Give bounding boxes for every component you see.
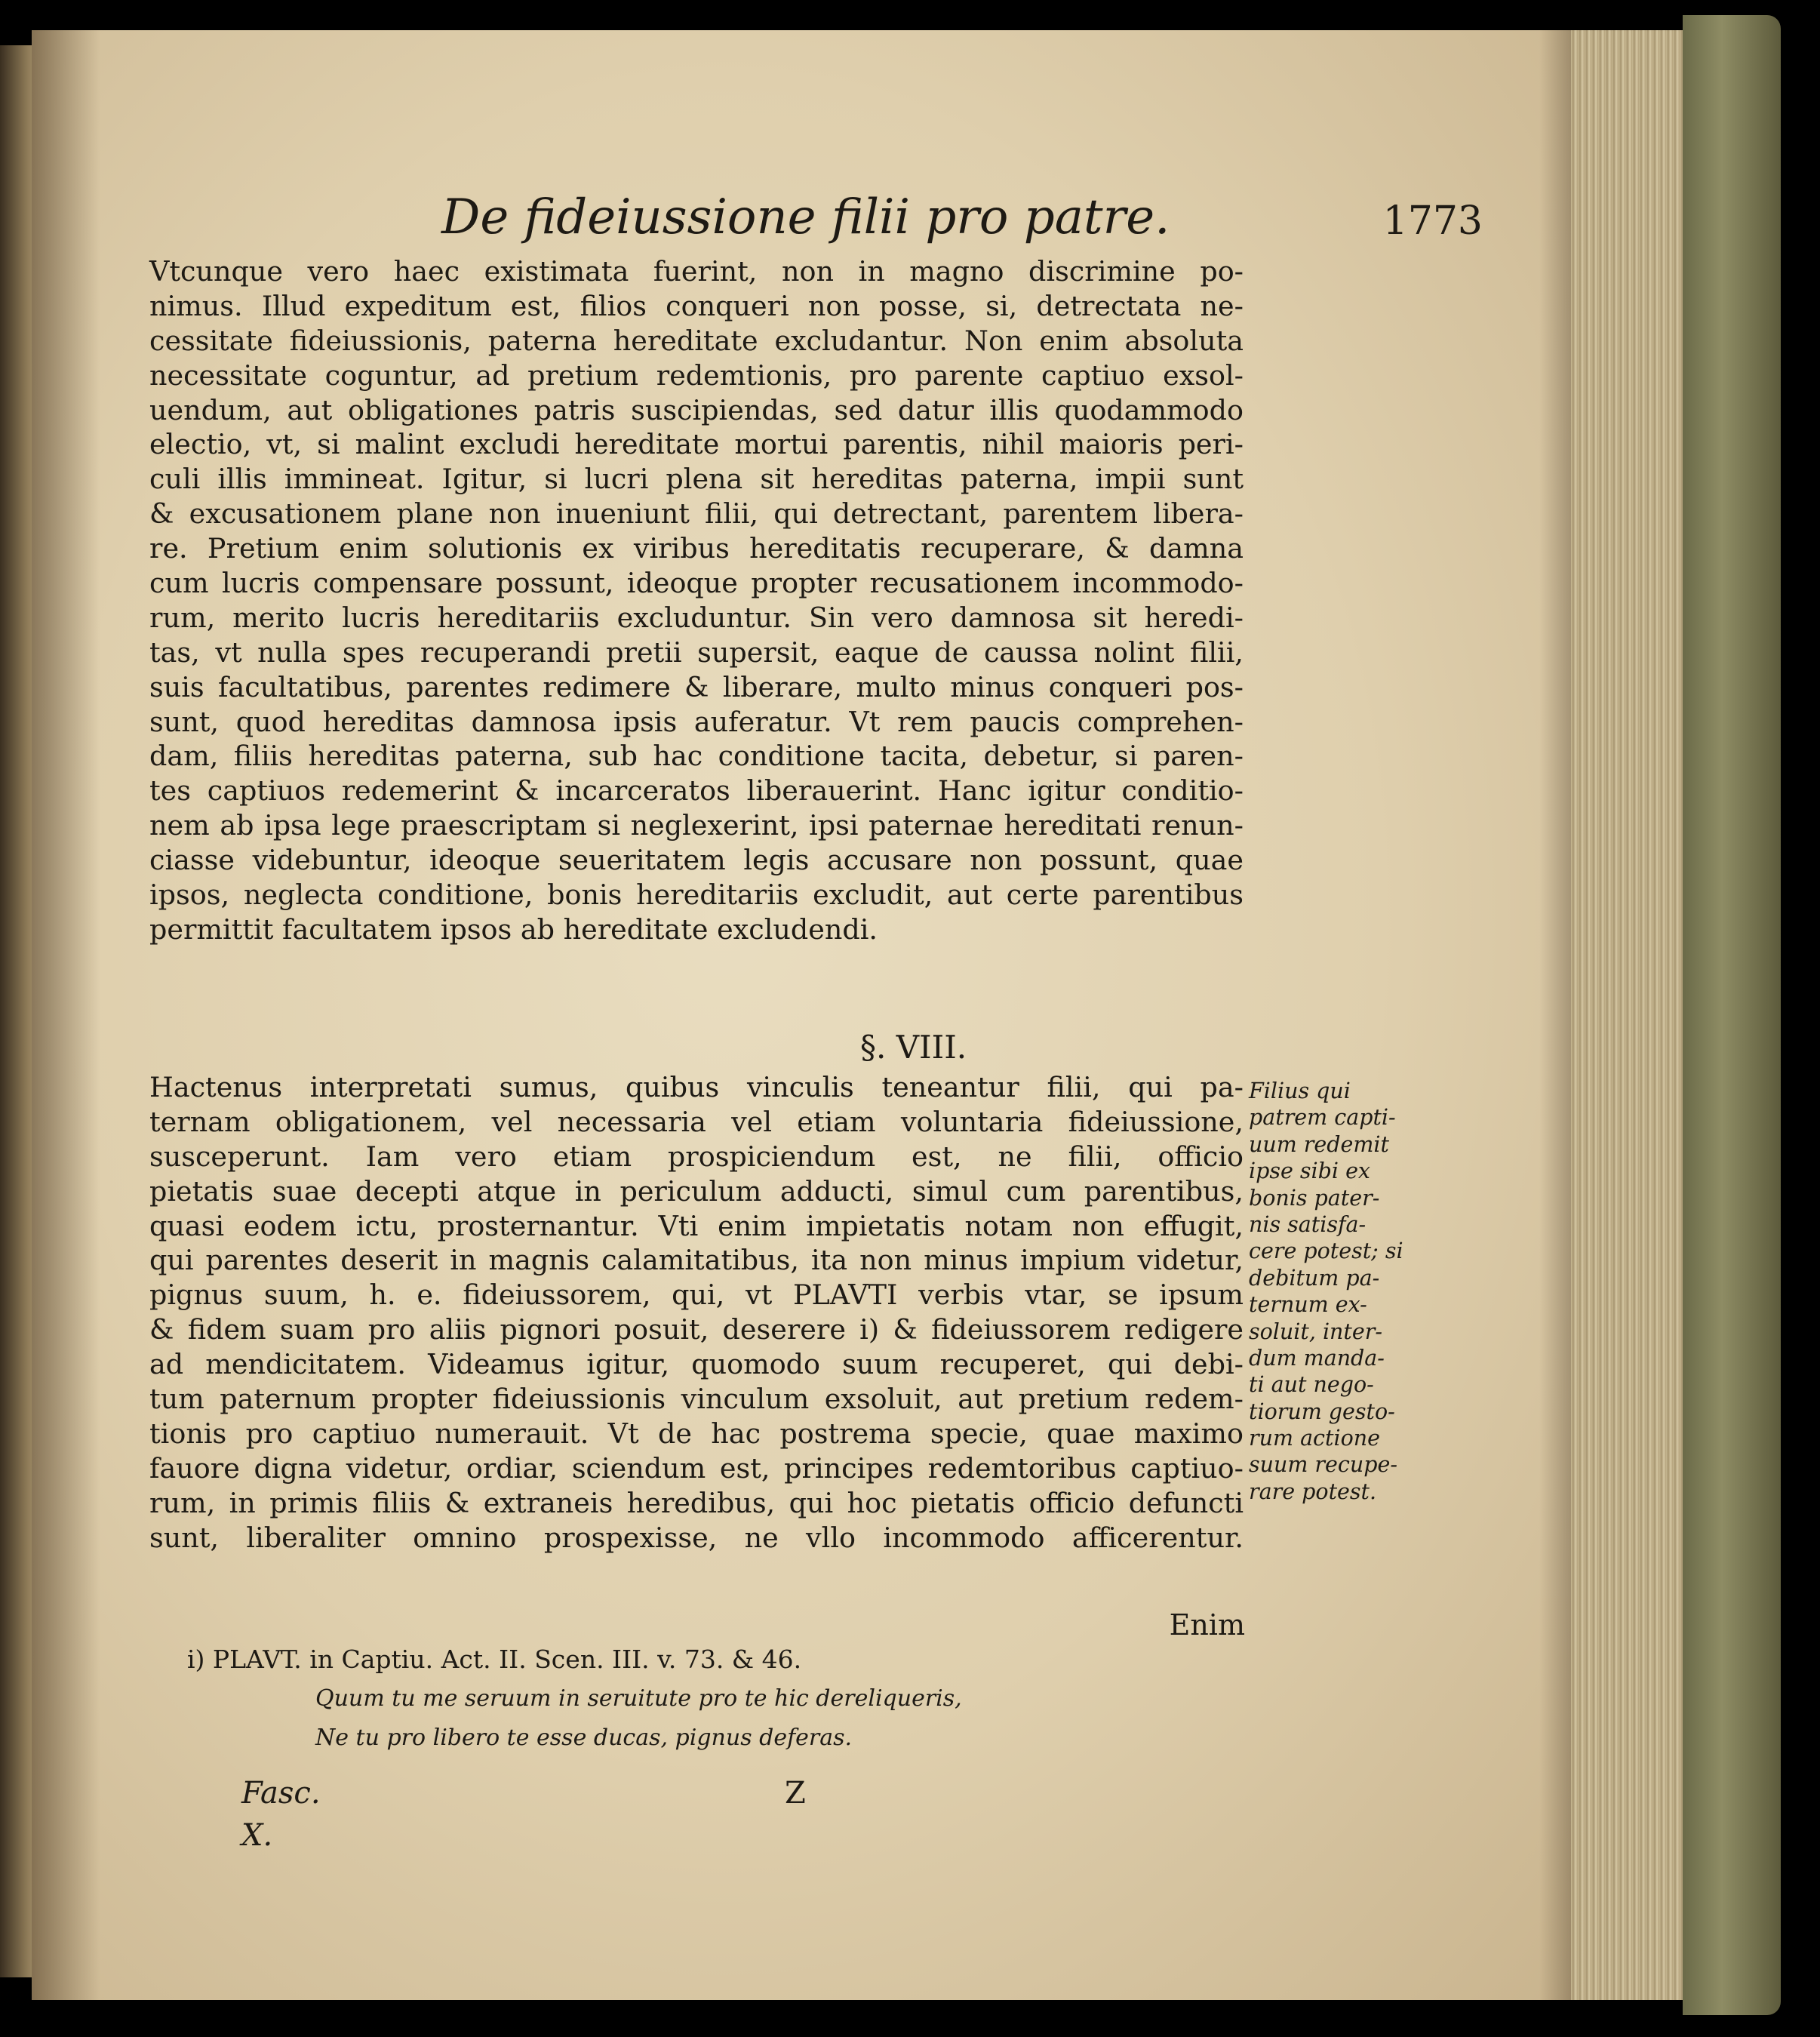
text-line: susceperunt. Iam vero etiam prospiciendum est, ne filii, officio <box>149 1140 1244 1173</box>
text-line: tas, vt nulla spes recuperandi pretii supersit, eaque de caussa nolint filii, <box>149 635 1244 669</box>
text-line: & excusationem plane non inueniunt filii, qui detrectant, parentem libera- <box>149 497 1244 531</box>
margin-note-line: dum manda- <box>1249 1345 1385 1371</box>
text-line: cum lucris compensare possunt, ideoque propter recusationem incommodo- <box>149 567 1244 600</box>
section-heading: §. VIII. <box>860 1029 967 1066</box>
page-block-edge <box>1571 30 1692 2000</box>
text-line: cessitate fideiussionis, paterna hereditate excludantur. Non enim absoluta <box>149 324 1244 357</box>
text-line: quasi eodem ictu, prosternantur. Vti enim impietatis notam non effugit, <box>149 1209 1244 1242</box>
margin-note-line: ternum ex- <box>1249 1292 1367 1318</box>
running-head: De fideiussione filii pro patre. <box>441 189 1170 245</box>
text-line: pietatis suae decepti atque in periculum adducti, simul cum parentibus, <box>149 1174 1244 1208</box>
margin-note-line: tiorum gesto- <box>1249 1399 1395 1424</box>
text-line: ternam obligationem, vel necessaria vel etiam voluntaria fideiussione, <box>149 1105 1244 1138</box>
text-line: tum paternum propter fideiussionis vinculum exsoluit, aut pretium redem- <box>149 1383 1244 1416</box>
text-line: electio, vt, si malint excludi hereditate mortui parentis, nihil maioris peri- <box>149 428 1244 461</box>
text-line: Hactenus interpretati sumus, quibus vinculis teneantur filii, qui pa- <box>149 1071 1244 1103</box>
text-line: sunt, quod hereditas damnosa ipsis auferatur. Vt rem paucis comprehen- <box>149 705 1244 738</box>
margin-note-line: ti aut nego- <box>1249 1372 1374 1398</box>
book-cover-board <box>1683 15 1781 2015</box>
footnote-quote-line: Ne tu pro libero te esse ducas, pignus deferas. <box>315 1725 853 1751</box>
margin-note-line: patrem capti- <box>1249 1105 1396 1131</box>
paragraph-1 <box>149 254 1244 947</box>
margin-note-line: rum actione <box>1249 1426 1380 1451</box>
signature-letter: Z <box>785 1776 806 1811</box>
text-line: rum, in primis filiis & extraneis heredibus, qui hoc pietatis officio defuncti <box>149 1486 1244 1519</box>
catchword: Enim <box>1169 1608 1245 1642</box>
text-line: Vtcunque vero haec existimata fuerint, non in magno discrimine po- <box>149 255 1244 288</box>
text-line: ciasse videbuntur, ideoque seueritatem legis accusare non possunt, quae <box>149 844 1244 877</box>
page-number: 1773 <box>1382 198 1483 244</box>
text-line: suis facultatibus, parentes redimere & liberare, multo minus conqueri pos- <box>149 670 1244 703</box>
footnote-quote-line: Quum tu me seruum in seruitute pro te hic dereliqueris, <box>315 1685 962 1712</box>
margin-note-line: uum redemit <box>1249 1131 1389 1157</box>
margin-note <box>1249 1078 1403 1505</box>
text-line: tionis pro captiuo numerauit. Vt de hac postrema specie, quae maximo <box>149 1417 1244 1450</box>
margin-note-line: Filius qui <box>1249 1079 1351 1103</box>
margin-note-line: rare potest. <box>1249 1479 1377 1504</box>
text-line: uendum, aut obligationes patris suscipiendas, sed datur illis quodammodo <box>149 393 1244 426</box>
margin-note-line: soluit, inter- <box>1249 1319 1382 1344</box>
text-line: fauore digna videtur, ordiar, sciendum est, principes redemtoribus captiuo- <box>149 1451 1244 1485</box>
text-line: dam, filiis hereditas paterna, sub hac conditione tacita, debetur, si paren- <box>149 740 1244 773</box>
text-line: ipsos, neglecta conditione, bonis hereditariis excludit, aut certe parentibus <box>149 878 1244 912</box>
text-line: permittit facultatem ipsos ab hereditate excludendi. <box>149 912 878 946</box>
margin-note-line: suum recupe- <box>1249 1452 1397 1478</box>
text-line: culi illis immineat. Igitur, si lucri plena sit hereditas paterna, impii sunt <box>149 463 1244 496</box>
text-line: tes captiuos redemerint & incarceratos liberauerint. Hanc igitur conditio- <box>149 774 1244 808</box>
text-line: re. Pretium enim solutionis ex viribus hereditatis recuperare, & damna <box>149 532 1244 565</box>
margin-note-line: ipse sibi ex <box>1249 1159 1371 1184</box>
margin-note-line: debitum pa- <box>1249 1265 1380 1291</box>
text-line: sunt, liberaliter omnino prospexisse, ne vllo incommodo afficerentur. <box>149 1521 1244 1554</box>
page-gutter-shadow <box>32 30 100 2000</box>
text-line: nem ab ipsa lege praescriptam si neglexerint, ipsi paternae hereditati renun- <box>149 809 1244 842</box>
text-line: rum, merito lucris hereditariis excluduntur. Sin vero damnosa sit heredi- <box>149 601 1244 634</box>
margin-note-line: cere potest; si <box>1249 1239 1403 1264</box>
paragraph-2 <box>149 1070 1244 1555</box>
fascicle-mark: Fasc. X. <box>241 1776 321 1853</box>
text-line: qui parentes deserit in magnis calamitatibus, ita non minus impium videtur, <box>149 1244 1244 1277</box>
text-line: necessitate coguntur, ad pretium redemtionis, pro parente captiuo exsol- <box>149 358 1244 392</box>
text-line: pignus suum, h. e. fideiussorem, qui, vt PLAVTI verbis vtar, se ipsum <box>149 1279 1244 1312</box>
margin-note-line: bonis pater- <box>1249 1185 1380 1211</box>
text-line: ad mendicitatem. Videamus igitur, quomodo suum recuperet, qui debi- <box>149 1348 1244 1381</box>
text-line: nimus. Illud expeditum est, filios conqueri non posse, si, detrectata ne- <box>149 289 1244 322</box>
margin-note-line: nis satisfa- <box>1249 1211 1367 1237</box>
text-line: & fidem suam pro aliis pignori posuit, deserere i) & fideiussorem redigere <box>149 1313 1244 1346</box>
footnote-reference: i) PLAVT. in Captiu. Act. II. Scen. III. v. 73. & 46. <box>187 1645 802 1674</box>
